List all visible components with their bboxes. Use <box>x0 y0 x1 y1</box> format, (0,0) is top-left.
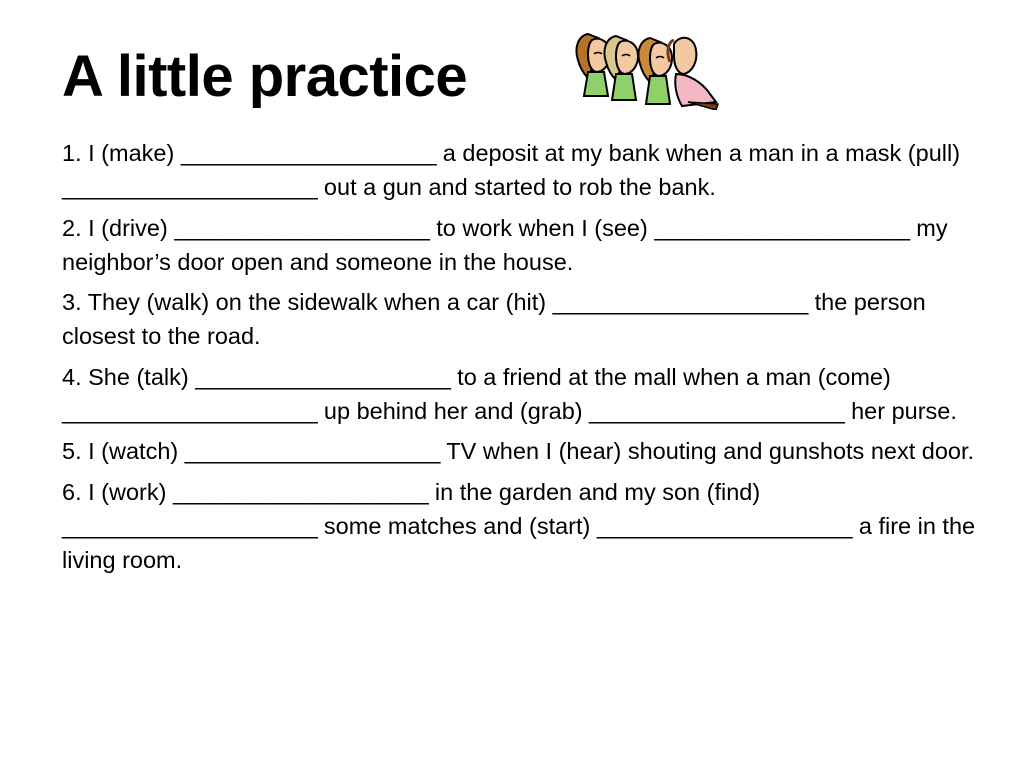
answer-blank: ____________________ <box>596 512 853 539</box>
answer-blank: ____________________ <box>552 289 809 316</box>
exercise-text: 3. They (walk) on the sidewalk when a car (hit) <box>62 289 553 316</box>
exercise-text: 4. She (talk) <box>62 363 196 390</box>
woman-2-figure <box>604 36 638 100</box>
exercise-text: TV when I (hear) shouting and gunshots next door. <box>440 438 975 465</box>
answer-blank: ____________________ <box>62 174 318 201</box>
exercise-text: 5. I (watch) <box>62 438 185 465</box>
exercise-text: to a friend at the mall when a man (come) <box>450 363 891 390</box>
answer-blank: ____________________ <box>62 512 318 539</box>
exercise-text: up behind her and (grab) <box>317 398 590 425</box>
slide-title: A little practice <box>62 44 468 109</box>
answer-blank: ____________________ <box>184 438 441 465</box>
answer-blank: ____________________ <box>654 214 910 241</box>
exercise-item-2 <box>62 211 992 280</box>
exercise-item-5 <box>62 434 992 468</box>
answer-blank: ____________________ <box>589 398 845 425</box>
answer-blank: ____________________ <box>62 398 318 425</box>
exercise-text: my neighbor’s door open and someone in the house. <box>62 214 948 275</box>
exercise-item-3 <box>62 285 992 354</box>
exercise-text: to work when I (see) <box>429 214 655 241</box>
exercise-text: 6. I (work) <box>62 478 173 505</box>
woman-4-figure <box>668 38 718 110</box>
exercise-item-4 <box>62 360 992 429</box>
answer-blank: ____________________ <box>174 214 430 241</box>
exercise-list <box>62 136 992 584</box>
exercise-item-1 <box>62 136 992 205</box>
exercise-text: out a gun and started to rob the bank. <box>317 174 716 201</box>
exercise-text: 1. I (make) <box>62 140 181 166</box>
exercise-text: her purse. <box>844 398 957 425</box>
exercise-item-6 <box>62 475 992 578</box>
exercise-text: a fire in the living room. <box>62 512 976 574</box>
answer-blank: ____________________ <box>172 478 429 505</box>
answer-blank: ____________________ <box>195 363 451 390</box>
exercise-text: a deposit at my bank when a man in a mask (pull) <box>436 140 961 166</box>
exercise-text: the person closest to the road. <box>62 289 926 350</box>
exercise-text: 2. I (drive) <box>62 214 175 241</box>
exercise-text: some matches and (start) <box>317 512 597 539</box>
exercise-text: in the garden and my son (find) <box>428 478 761 505</box>
woman-1-figure <box>576 34 610 96</box>
three-women-talking-clipart-icon <box>570 24 720 110</box>
answer-blank: ____________________ <box>180 140 437 166</box>
